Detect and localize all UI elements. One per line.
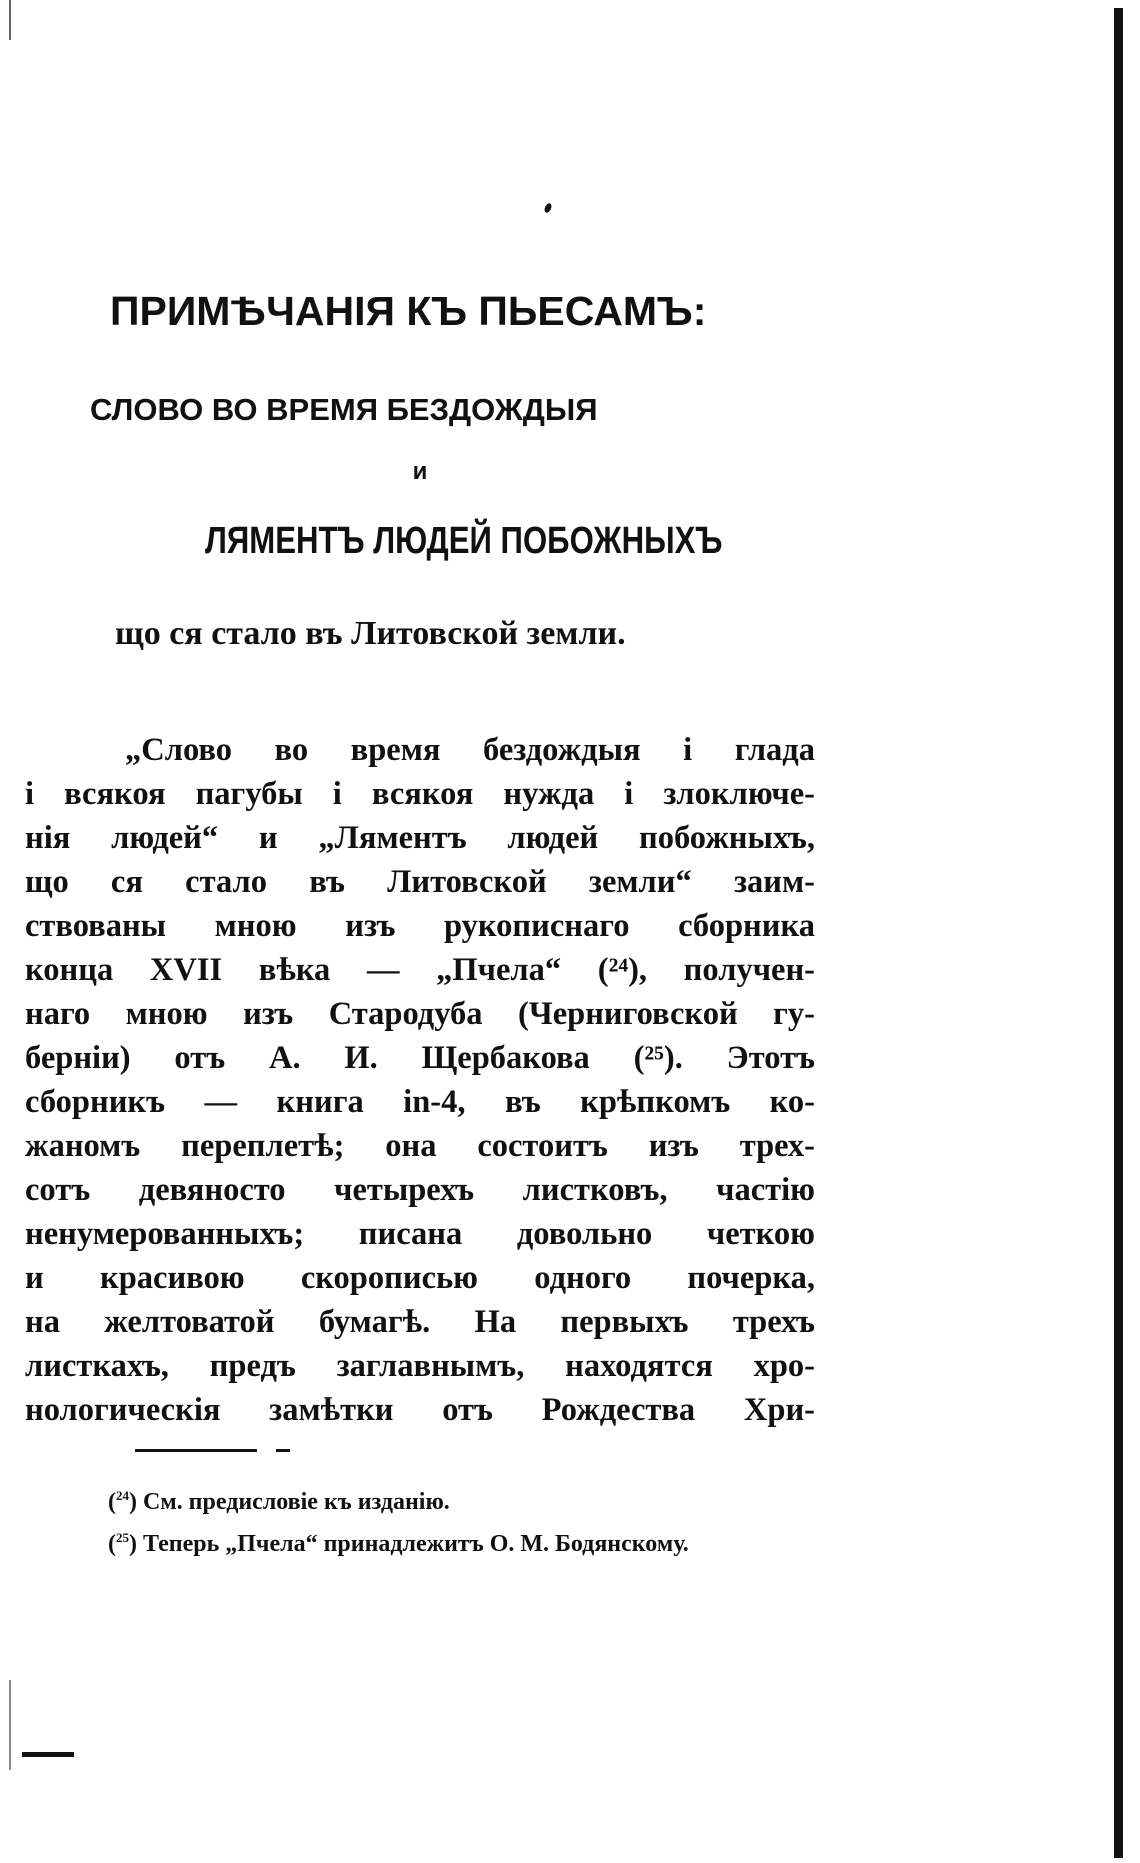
text-line: ствованы мною изъ рукописнаго сборника — [25, 908, 815, 944]
text-line: сборникъ — книга in-4, въ крѣпкомъ ко- — [25, 1084, 815, 1120]
footnote-24: ($^{24}$) См. предисловіе къ изданію. — [108, 1488, 450, 1515]
text-line: и красивою скорописью одного почерка, — [25, 1260, 815, 1296]
scan-edge-mark — [9, 0, 11, 40]
scan-speck — [543, 202, 553, 214]
text-line: на желтоватой бумагѣ. На первыхъ трехъ — [25, 1304, 815, 1340]
text-line: що ся стало въ Литовской земли“ заим- — [25, 864, 815, 900]
subtitle-lament: ЛЯМЕНТЪ ЛЮДЕЙ ПОБОЖНЫХЪ — [205, 520, 723, 562]
body-paragraph — [25, 728, 815, 1432]
footnote-marker: 25 — [116, 1530, 129, 1545]
footnote-separator-dash — [276, 1449, 290, 1452]
text-line: і всякоя пагубы і всякоя нужда і злоключе- — [25, 776, 815, 812]
page-title: ПРИМѢЧАНІЯ КЪ ПЬЕСАМЪ: — [110, 288, 707, 334]
text-line: наго мною изъ Стародуба (Черниговской гу- — [25, 996, 815, 1032]
text-line: нія людей“ и „Ляментъ людей побожныхъ, — [25, 820, 815, 856]
text-line: ненумерованныхъ; писана довольно четкою — [25, 1216, 815, 1252]
text-line: жаномъ переплетѣ; она состоитъ изъ трех- — [25, 1128, 815, 1164]
text-line: конца XVII вѣка — „Пчела“ (²⁴), получен- — [25, 952, 815, 988]
footnote-text: См. предисловіе къ изданію. — [143, 1489, 450, 1515]
footnote-separator — [135, 1449, 257, 1452]
text-line: „Слово во время бездождыя і глада — [125, 732, 815, 768]
text-line: листкахъ, предъ заглавнымъ, находятся хро- — [25, 1348, 815, 1384]
scan-edge-line — [1114, 8, 1123, 1858]
subtitle-lithuanian-land: що ся стало въ Литовской земли. — [115, 615, 626, 652]
footnotes — [108, 1478, 828, 1562]
footnote-25: ($^{25}$) Теперь „Пчела“ принадлежитъ О. М. Бодянскому. — [108, 1530, 689, 1557]
scan-speck — [22, 1752, 74, 1757]
text-line: нологическія замѣтки отъ Рождества Хри- — [25, 1392, 815, 1428]
text-line: сотъ девяносто четырехъ листковъ, частію — [25, 1172, 815, 1208]
subtitle-conjunction: и — [412, 458, 428, 485]
text-line: берніи) отъ А. И. Щербакова (²⁵). Этотъ — [25, 1040, 815, 1076]
scan-edge-mark — [9, 1680, 11, 1770]
footnote-text: Теперь „Пчела“ принадлежитъ О. М. Бодянскому. — [143, 1531, 689, 1557]
subtitle-slovo: СЛОВО ВО ВРЕМЯ БЕЗДОЖДЫЯ — [90, 392, 598, 427]
footnote-marker: 24 — [116, 1488, 129, 1503]
